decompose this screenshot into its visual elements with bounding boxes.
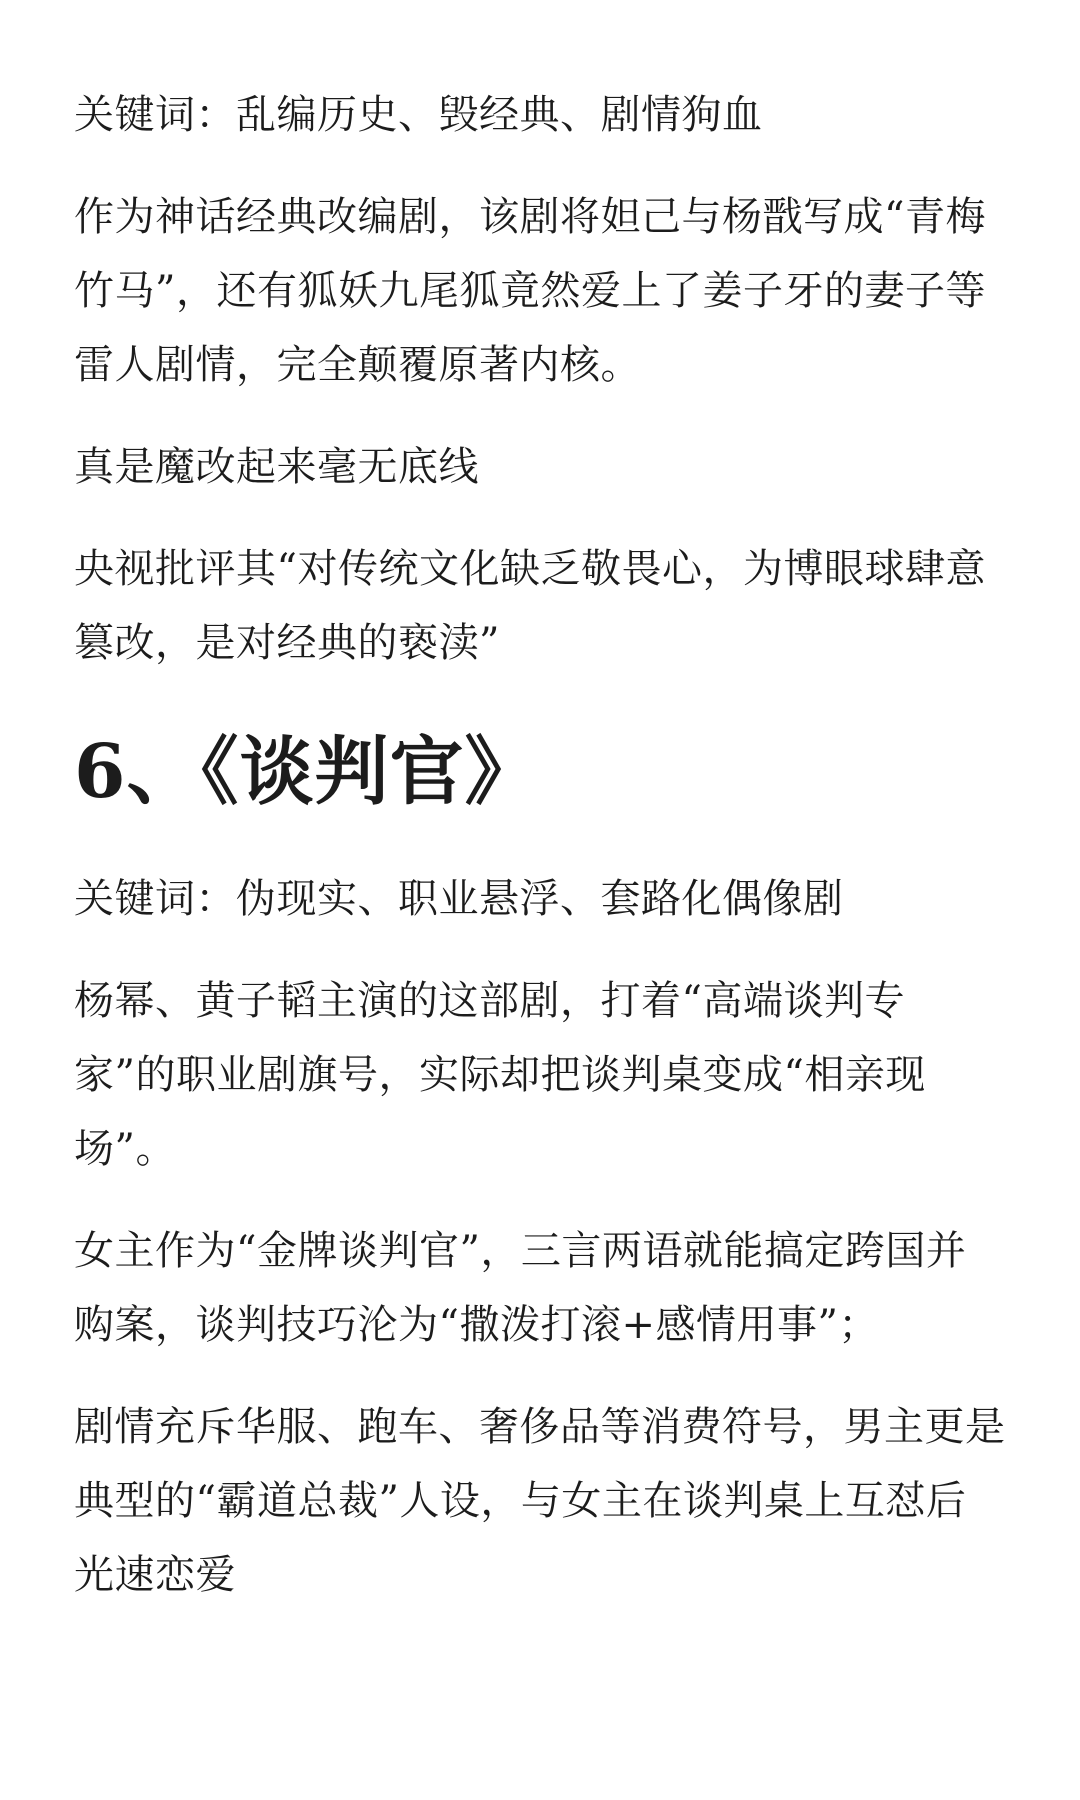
section5-paragraph-3: 央视批评其“对传统文化缺乏敬畏心，为博眼球肆意篡改，是对经典的亵渎” (74, 546, 986, 666)
section6-keywords: 关键词：伪现实、职业悬浮、套路化偶像剧 (74, 876, 844, 922)
section5-paragraph-1: 作为神话经典改编剧，该剧将妲己与杨戬写成“青梅竹马”，还有狐妖九尾狐竟然爱上了姜子牙的妻子等雷人剧情，完全颠覆原著内核。 (74, 194, 986, 388)
section6-heading: 6、《谈判官》 (74, 729, 540, 815)
section5-paragraph-2: 真是魔改起来毫无底线 (74, 444, 479, 490)
section5-keywords: 关键词：乱编历史、毁经典、剧情狗血 (74, 92, 763, 138)
section6-paragraph-1: 杨幂、黄子韬主演的这部剧，打着“高端谈判专家”的职业剧旗号，实际却把谈判桌变成“相亲现场”。 (74, 978, 926, 1172)
section6-paragraph-3: 剧情充斥华服、跑车、奢侈品等消费符号，男主更是典型的“霸道总裁”人设，与女主在谈判桌上互怼后光速恋爱 (74, 1404, 1006, 1598)
article-body (74, 78, 1006, 1612)
section6-paragraph-2: 女主作为“金牌谈判官”，三言两语就能搞定跨国并购案，谈判技巧沦为“撒泼打滚+感情用事”； (74, 1228, 967, 1348)
